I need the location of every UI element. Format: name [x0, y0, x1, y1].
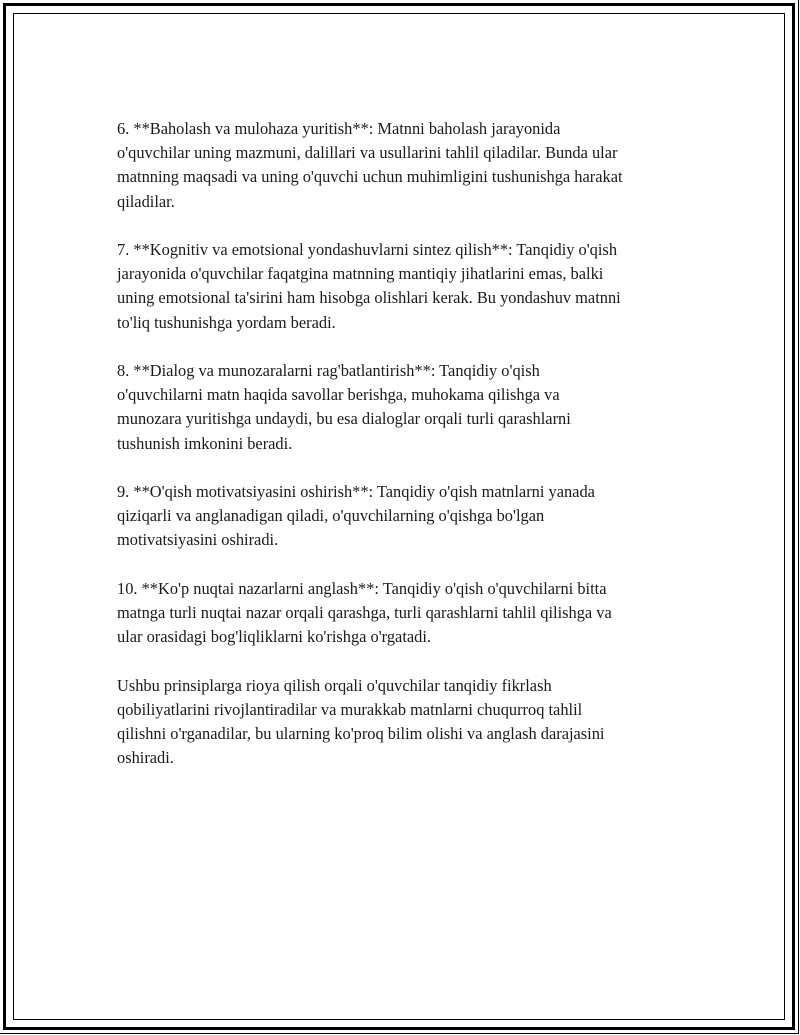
paragraph-item-10: 10. **Ko'p nuqtai nazarlarni anglash**: Tanqidiy o'qish o'quvchilarni bitta matnga turli nuqtai nazar orqali qarashga, turli qarashlarni tahlil qilishga va ular orasidagi bog'liqliklarni ko'rishga o'rgatadi. — [117, 578, 612, 647]
paragraph-item-7: 7. **Kognitiv va emotsional yondashuvlarni sintez qilish**: Tanqidiy o'qish jarayonida o'quvchilar faqatgina matnning mantiqiy jihatlarini emas, balki uning emotsional ta'sirini ham hisobga olishlari kerak. Bu yondashuv matnni to'liq tushunishga yordam beradi. — [117, 240, 621, 332]
paragraph-item-9: 9. **O'qish motivatsiyasini oshirish**: Tanqidiy o'qish matnlarni yanada qiziqarli va anglanadigan qiladi, o'quvchilarning o'qishga bo'lgan motivatsiyasini oshiradi. — [117, 482, 595, 550]
document-body — [117, 117, 687, 795]
paragraph-item-6: 6. **Baholash va mulohaza yuritish**: Matnni baholash jarayonida o'quvchilar uning mazmuni, dalillari va usullarini tahlil qiladilar. Bunda ular matnning maqsadi va uning o'quvchi uchun muhimligini tushunishga harakat qiladilar. — [117, 119, 623, 211]
paragraph-conclusion: Ushbu prinsiplarga rioya qilish orqali o'quvchilar tanqidiy fikrlash qobiliyatlarini rivojlantiradilar va murakkab matnlarni chuqurroq tahlil qilishni o'rganadilar, bu ularning ko'proq bilim olishi va anglash darajasini oshiradi. — [117, 675, 605, 768]
paragraph-item-8: 8. **Dialog va munozaralarni rag'batlantirish**: Tanqidiy o'qish o'quvchilarni matn haqida savollar berishga, muhokama qilishga va munozara yuritishga undaydi, bu esa dialoglar orqali turli qarashlarni tushunish imkonini beradi. — [117, 361, 571, 453]
